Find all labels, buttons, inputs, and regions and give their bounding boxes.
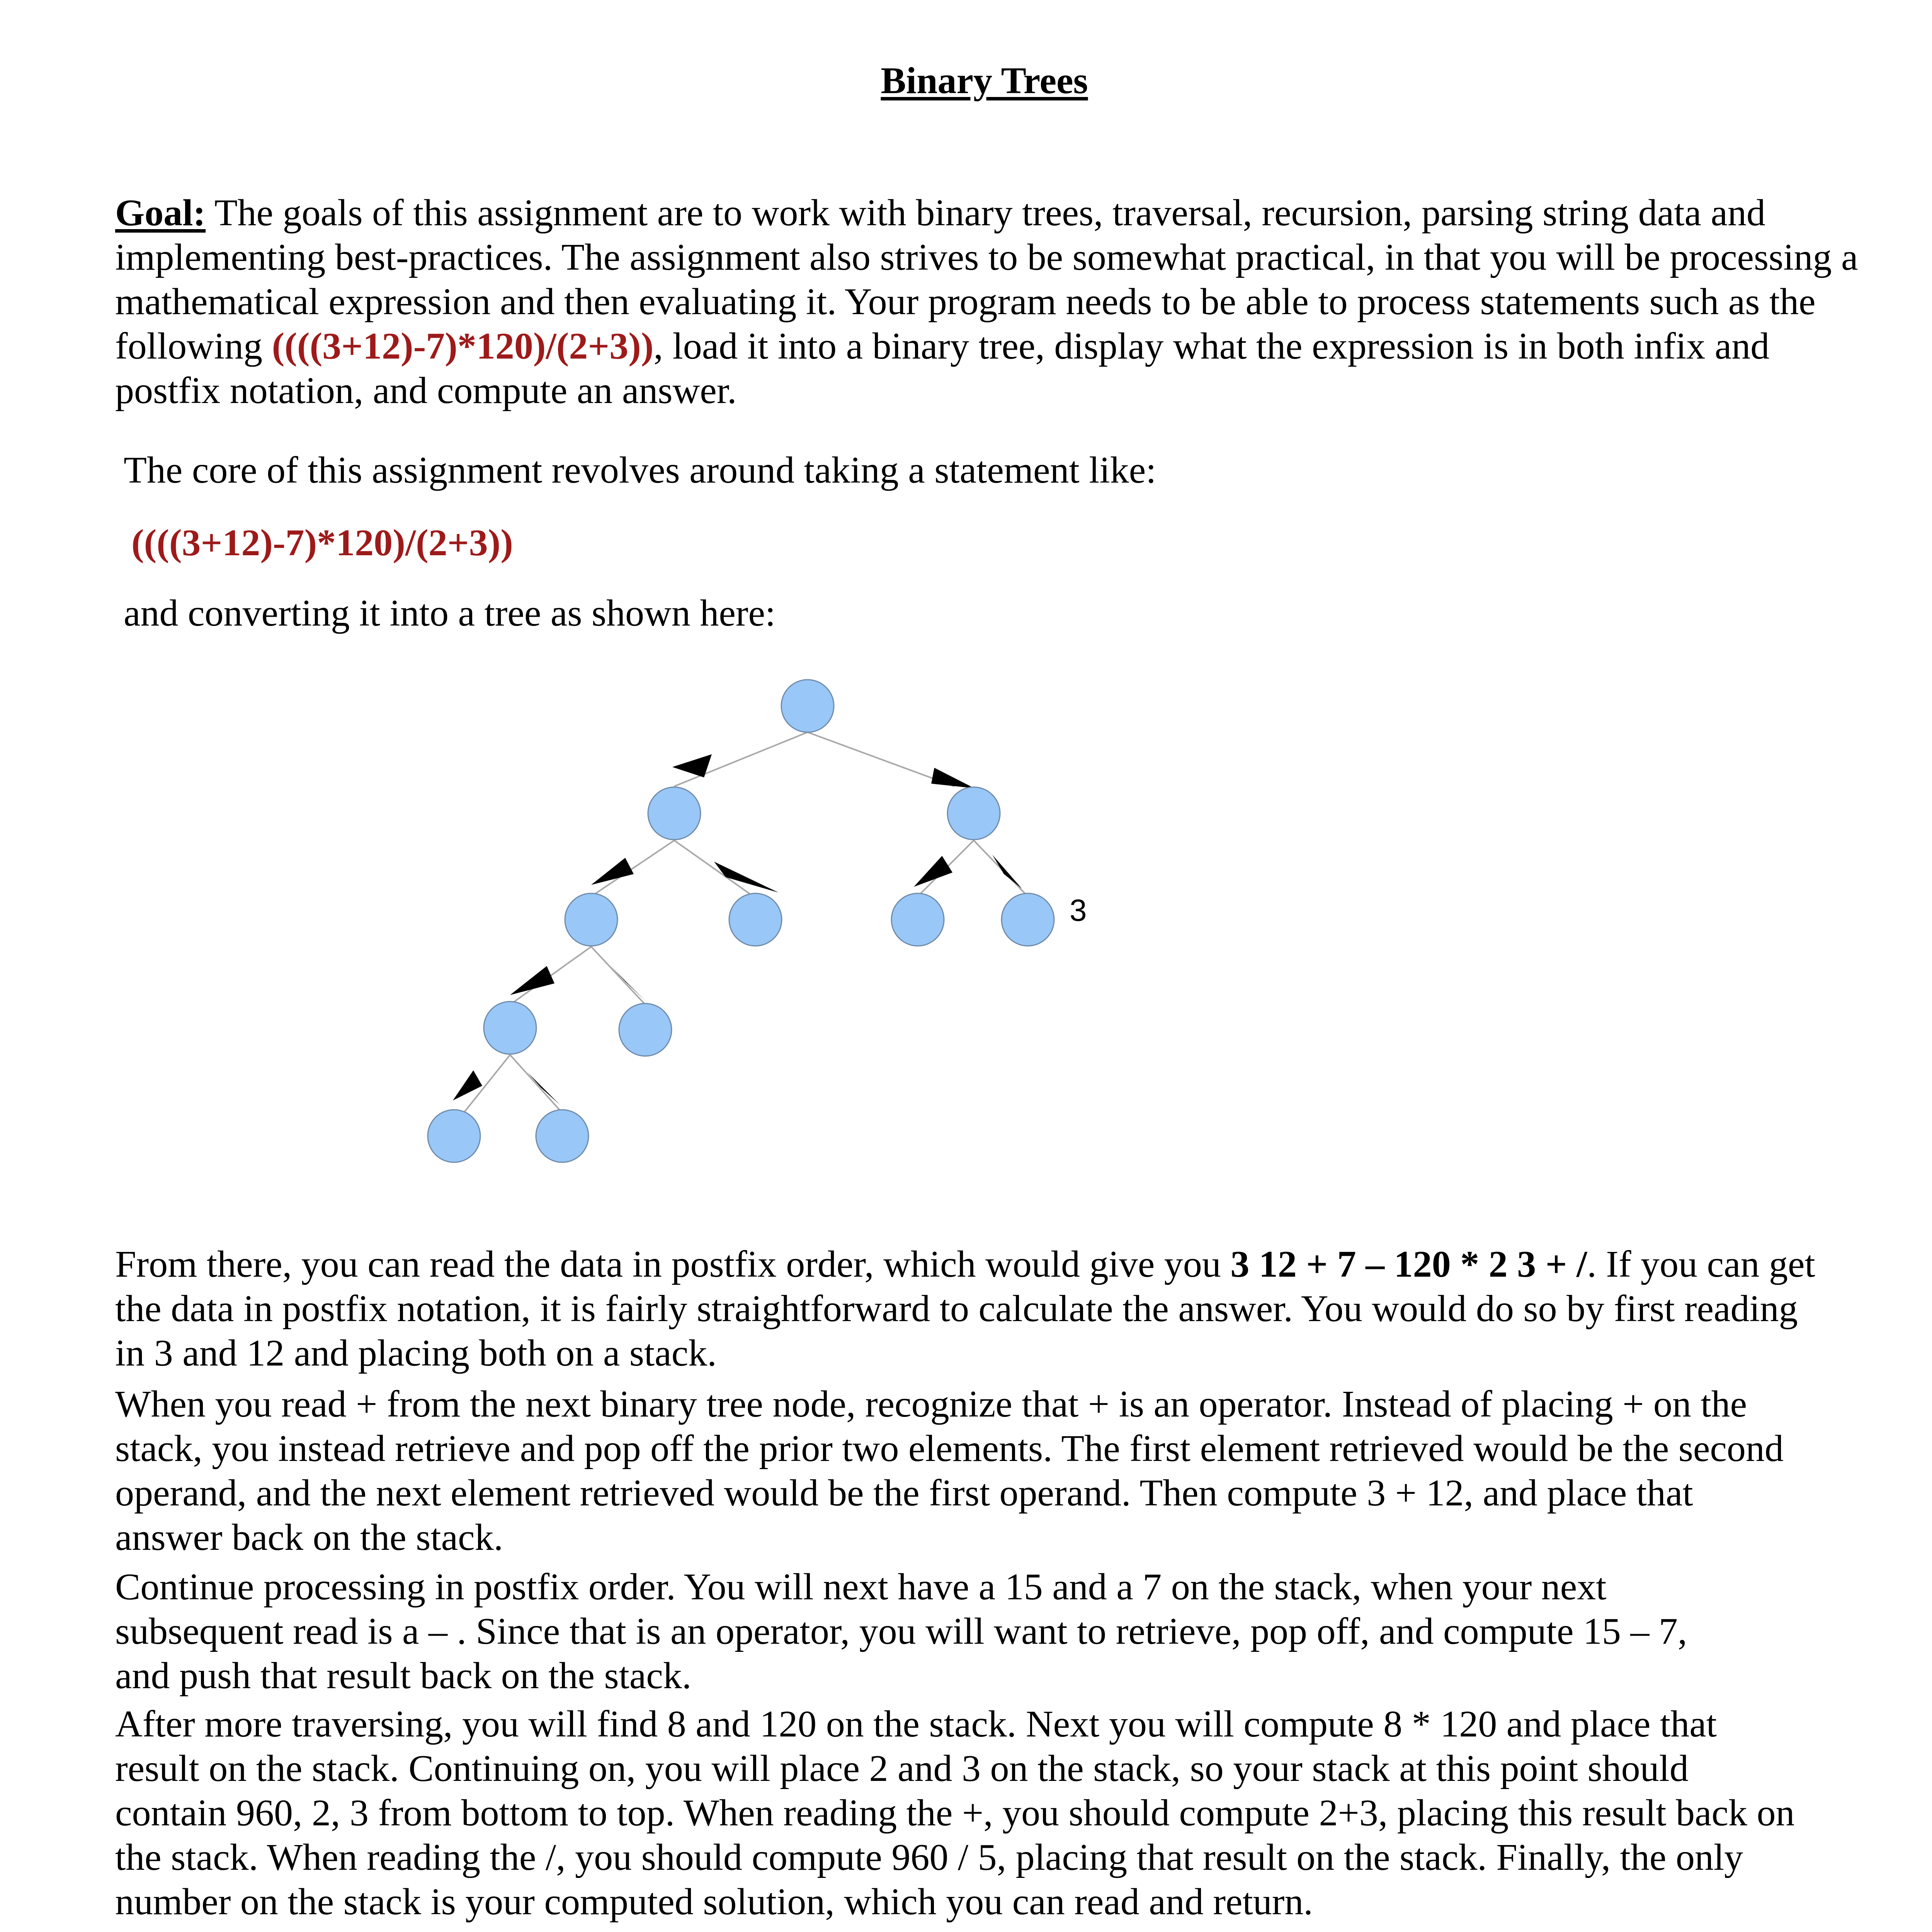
tree-node <box>428 1110 480 1162</box>
arrow-icon <box>527 1072 560 1105</box>
core-intro: The core of this assignment revolves around taking a statement like: <box>124 449 1156 491</box>
tree-edge <box>674 840 753 896</box>
tree-node <box>891 893 944 946</box>
arrow-icon <box>914 856 952 887</box>
tree-edge <box>591 840 674 896</box>
core-expression: ((((3+12)-7)*120)/(2+3)) <box>131 522 513 564</box>
tree-node-label: 3 <box>1070 893 1087 927</box>
arrow-icon <box>510 966 554 995</box>
tree-node <box>1002 893 1054 946</box>
tree-node <box>536 1110 588 1162</box>
goal-text-2: , load it into a binary tree, display what the expression is in both infix and postfix notation, and compute an answer. <box>115 325 1770 412</box>
arrow-icon <box>714 862 779 893</box>
arrow-icon <box>591 858 634 885</box>
core-outro: and converting it into a tree as shown here: <box>124 592 776 634</box>
postfix-paragraph <box>115 1242 1823 1376</box>
tree-edge <box>674 732 808 786</box>
tree-node <box>619 1003 672 1056</box>
goal-expression: ((((3+12)-7)*120)/(2+3)) <box>272 325 654 367</box>
continue-paragraph: Continue processing in postfix order. You will next have a 15 and a 7 on the stack, when your next subsequent read is a – . Since that is an operator, you will want to retrieve, pop off, and compute 15 – 7, and push that result back on the stack. <box>115 1566 1687 1697</box>
after-paragraph: After more traversing, you will find 8 and 120 on the stack. Next you will compute 8 * 120 and place that result on the stack. Continuing on, you will place 2 and 3 on the stack, so your stack at this point should contain 960, 2, 3 from bottom to top. When reading the +, you should compute 2+3, placing this result back on the stack. When reading the /, you should compute 960 / 5, placing that result on the stack. Finally, the only number on the stack is your computed solution, which you can read and return. <box>115 1703 1795 1923</box>
tree-node-root <box>781 680 834 732</box>
postfix-sequence: 3 12 + 7 – 120 * 2 3 + / <box>1230 1243 1587 1285</box>
page-title: Binary Trees <box>881 60 1088 102</box>
operator-paragraph: When you read + from the next binary tree node, recognize that + is an operator. Instead of placing + on the stack, you instead retrieve and pop off the prior two elements. The first element retrieved would be the second operand, and the next element retrieved would be the first operand. Then compute 3 + 12, and place that answer back on the stack. <box>115 1383 1784 1558</box>
tree-node <box>947 787 1000 840</box>
postfix-text-1: From there, you can read the data in postfix order, which would give you <box>115 1243 1231 1285</box>
tree-edge <box>510 1055 562 1113</box>
tree-node <box>648 787 701 840</box>
arrow-icon <box>992 855 1022 889</box>
goal-text-1: The goals of this assignment are to work with binary trees, traversal, recursion, parsing string data and implementing best-practices. The assignment also strives to be somewhat practical, in that you will be processing a mathematical expression and then evaluating it. Your program needs to be able to process statements such as the following <box>115 192 1858 367</box>
tree-edge <box>591 947 645 1005</box>
postfix-text-2: . If you can get the data in postfix notation, it is fairly straightforward to calculate the answer. You would do so by first reading in 3 and 12 and placing both on a stack. <box>115 1243 1815 1374</box>
tree-node <box>729 893 782 946</box>
goal-label: Goal: <box>115 192 206 234</box>
tree-node <box>484 1002 536 1054</box>
tree-node <box>565 893 617 946</box>
arrow-icon <box>611 966 645 1001</box>
arrow-icon <box>931 768 975 788</box>
